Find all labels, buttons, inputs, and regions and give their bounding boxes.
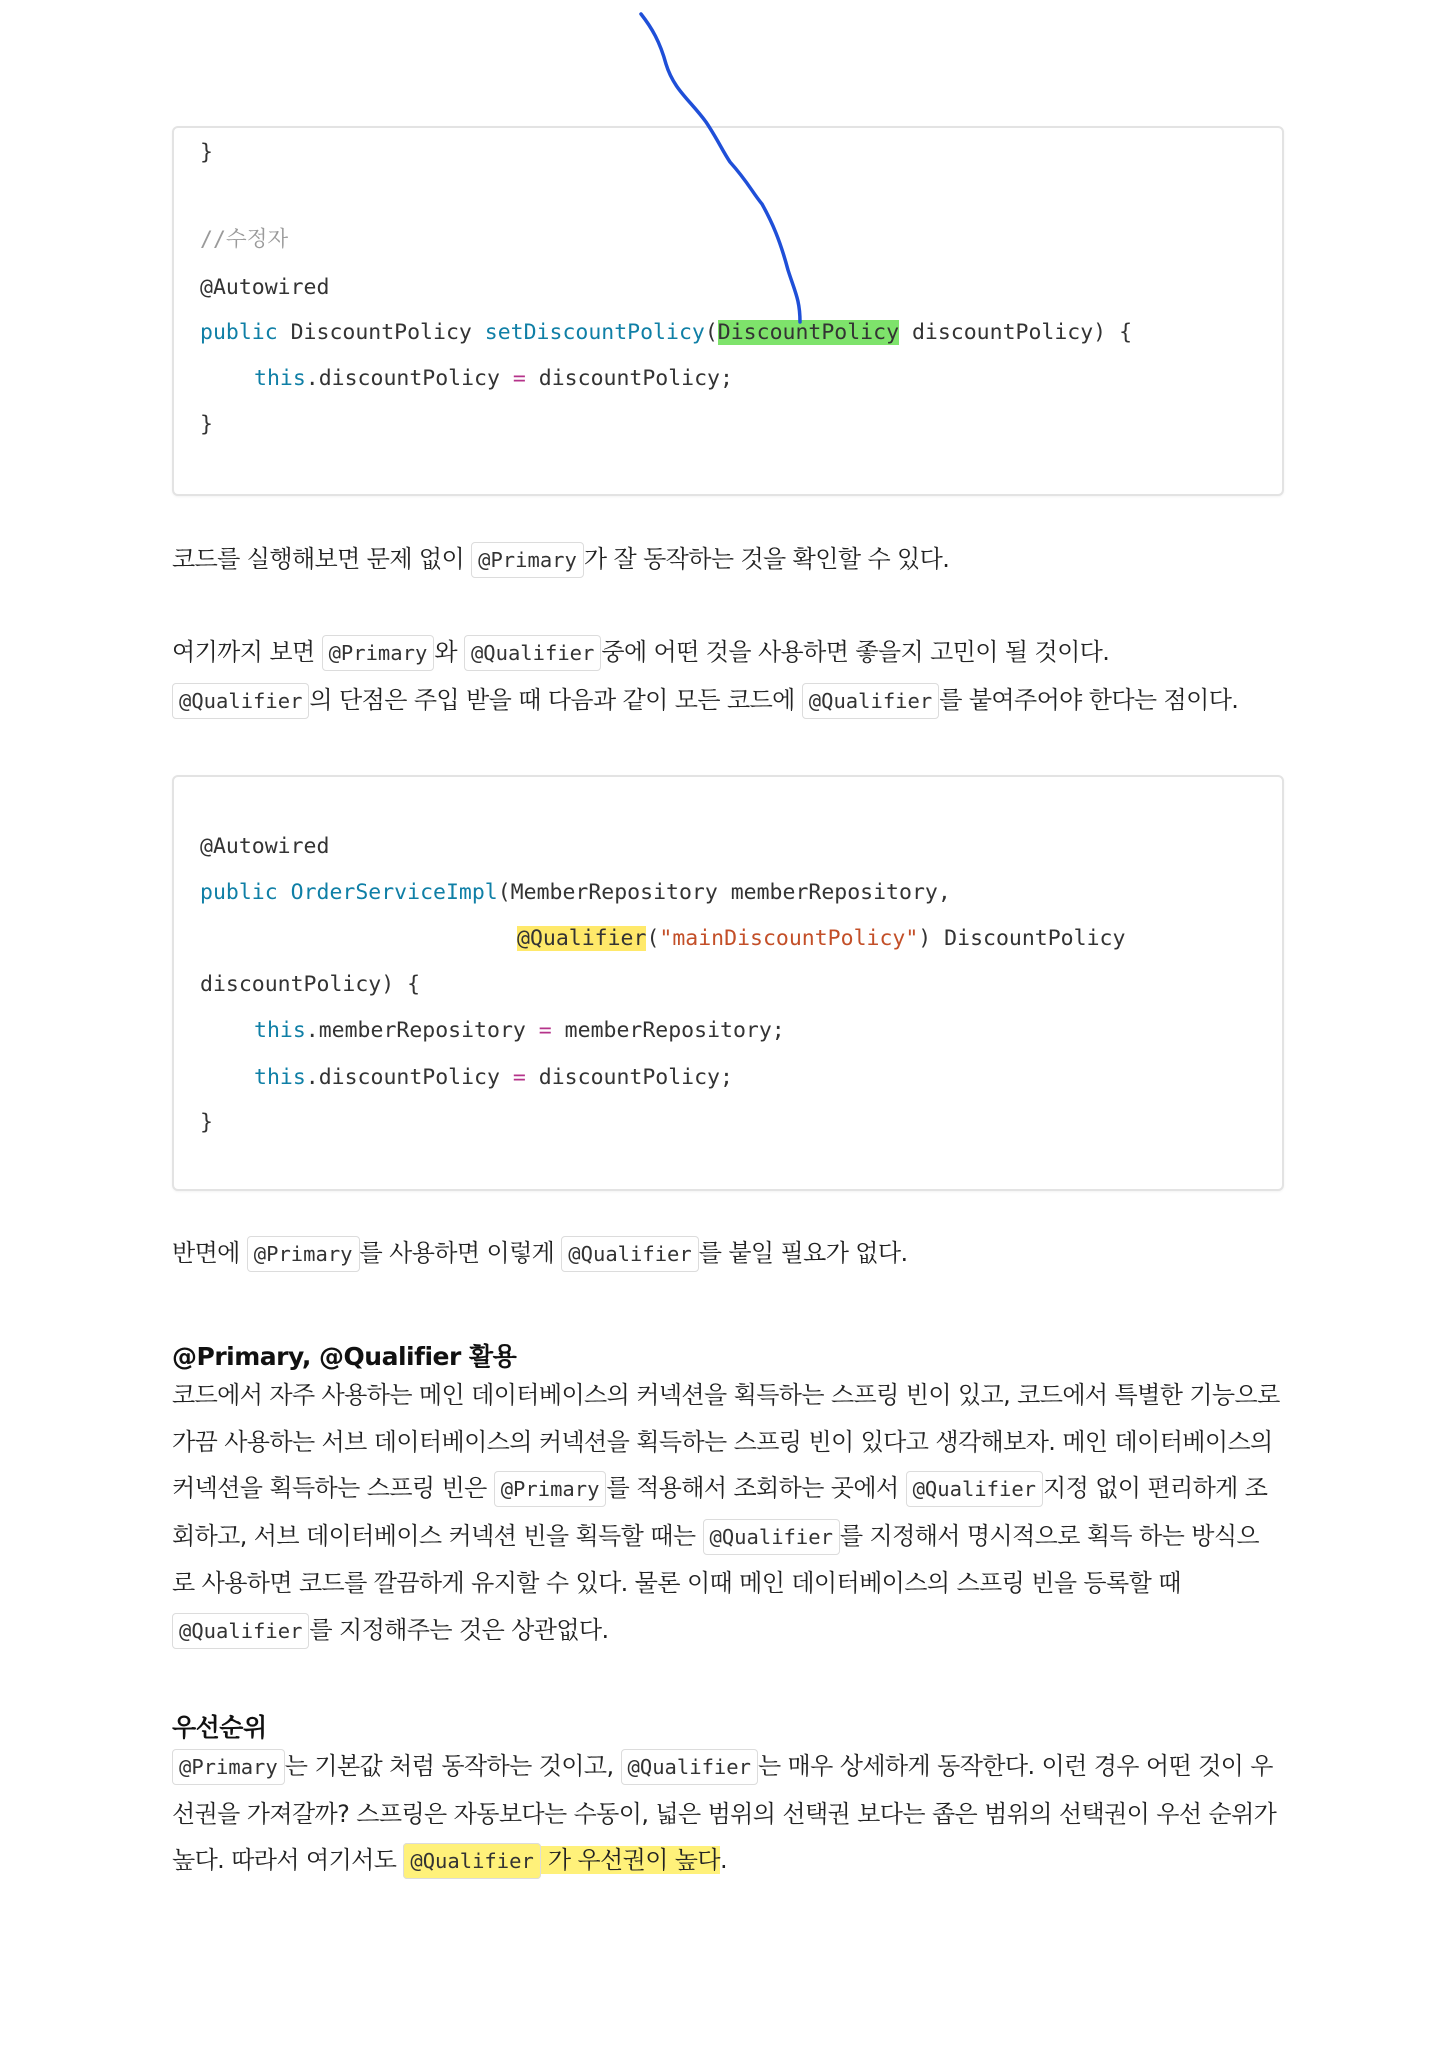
- code-keyword: public: [200, 320, 278, 345]
- code-line: [200, 364, 733, 394]
- code-line: [200, 1016, 785, 1046]
- code-keyword: this: [254, 366, 306, 391]
- inline-code: @Primary: [471, 542, 584, 578]
- code-line: [200, 1063, 733, 1093]
- paragraph: [172, 1230, 1280, 1278]
- code-line: }: [200, 1110, 213, 1135]
- inline-code: @Qualifier: [703, 1519, 840, 1555]
- text: 를 사용하면 이렇게: [359, 1239, 562, 1267]
- code-operator: =: [512, 366, 526, 391]
- code-text: DiscountPolicy: [277, 320, 485, 345]
- code-keyword: this: [254, 1018, 306, 1043]
- paragraph: [172, 536, 1280, 584]
- code-text: discountPolicy) {: [899, 320, 1133, 345]
- code-line: }: [200, 140, 213, 165]
- highlighted-qualifier-annotation: @Qualifier: [517, 926, 647, 951]
- code-text: discountPolicy;: [525, 1065, 733, 1090]
- code-text: ) DiscountPolicy: [918, 926, 1126, 951]
- highlighted-param-type: DiscountPolicy: [717, 320, 900, 345]
- code-line: [200, 318, 1132, 348]
- code-text: memberRepository;: [551, 1018, 785, 1043]
- code-annotation: @Autowired: [200, 275, 330, 300]
- text: 는 매우 상세하게 동작한다. 이런 경우 어떤 것이 우선권을 가져갈까? 스프링은 자동보다는 수동이, 넓은 범위의 선택권 보다는 좁은 범위의 선택권이 우선 순위가 높다. 따라서 여기서도: [172, 1752, 1277, 1874]
- paragraph: [172, 629, 1280, 724]
- text: 반면에: [172, 1239, 247, 1267]
- code-block-setter: [172, 126, 1284, 496]
- code-operator: =: [538, 1018, 552, 1043]
- text: 를 지정해주는 것은 상관없다.: [309, 1615, 609, 1644]
- inline-code: @Qualifier: [561, 1236, 698, 1272]
- code-constructor-name: OrderServiceImpl: [290, 880, 498, 905]
- code-line: [200, 924, 1125, 954]
- text: 가 잘 동작하는 것을 확인할 수 있다.: [583, 545, 950, 573]
- inline-code: @Qualifier: [906, 1471, 1043, 1507]
- text: 의 단점은 주입 받을 때 다음과 같이 모든 코드에: [309, 685, 802, 714]
- text: 와: [434, 638, 464, 666]
- text: 를 지정해서 명시적으로 획득 하는 방식으로 사용하면 코드를 깔끔하게 유지할 수 있다. 물론 이때 메인 데이터베이스의 스프링 빈을 등록할 때: [172, 1521, 1259, 1597]
- inline-code: @Qualifier: [172, 1613, 309, 1649]
- inline-code: @Qualifier: [621, 1749, 758, 1785]
- text: 코드를 실행해보면 문제 없이: [172, 545, 472, 573]
- inline-code: @Qualifier: [172, 683, 309, 719]
- text: 가 우선권이 높다: [540, 1846, 720, 1874]
- section-heading: @Primary, @Qualifier 활용: [172, 1342, 517, 1371]
- code-text: discountPolicy;: [525, 366, 733, 391]
- code-operator: =: [512, 1065, 526, 1090]
- paragraph: [172, 1743, 1280, 1885]
- inline-code: @Primary: [494, 1471, 607, 1507]
- code-line: [200, 878, 951, 908]
- code-text: .discountPolicy: [305, 1065, 513, 1090]
- code-method-name: setDiscountPolicy: [484, 320, 705, 345]
- highlighted-conclusion: [403, 1846, 720, 1874]
- text: .: [719, 1846, 728, 1874]
- code-annotation: @Autowired: [200, 834, 330, 859]
- code-line: discountPolicy) {: [200, 972, 421, 997]
- inline-code: @Primary: [247, 1236, 360, 1272]
- inline-code: @Qualifier: [464, 635, 601, 671]
- inline-code: @Qualifier: [802, 683, 939, 719]
- code-keyword: public: [200, 880, 278, 905]
- text: 지정 없이 편리하게 조회하고, 서브 데이터베이스 커넥션 빈을 획득할 때는: [172, 1474, 1268, 1550]
- text: 여기까지 보면: [172, 638, 322, 666]
- text: 를 붙여주어야 한다는 점이다.: [939, 685, 1239, 714]
- inline-code: @Primary: [322, 635, 435, 671]
- text: 중에 어떤 것을 사용하면 좋을지 고민이 될 것이다.: [601, 638, 1110, 666]
- paragraph: [172, 1372, 1280, 1654]
- code-block-constructor: [172, 775, 1284, 1191]
- code-keyword: this: [254, 1065, 306, 1090]
- text: 를 적용해서 조회하는 곳에서: [606, 1474, 906, 1502]
- code-string: "mainDiscountPolicy": [659, 926, 919, 951]
- text: 코드에서 자주 사용하는 메인 데이터베이스의 커넥션을 획득하는 스프링 빈이 있고, 코드에서 특별한 기능으로 가끔 사용하는 서브 데이터베이스의 커넥션을 획득하는 스프링 빈이 있다고 생각해보자. 메인 데이터베이스의 커넥션을 획득하는 스프링 빈은: [172, 1381, 1280, 1502]
- code-text: .discountPolicy: [305, 366, 513, 391]
- inline-code: @Qualifier: [403, 1843, 540, 1879]
- inline-code: @Primary: [172, 1749, 285, 1785]
- text: 를 붙일 필요가 없다.: [698, 1239, 908, 1267]
- section-heading: 우선순위: [172, 1713, 267, 1742]
- code-text: (MemberRepository memberRepository,: [497, 880, 951, 905]
- code-comment: //수정자: [200, 227, 289, 252]
- code-text: .memberRepository: [305, 1018, 539, 1043]
- code-line: }: [200, 412, 213, 437]
- code-text: (: [704, 320, 718, 345]
- code-text: (: [646, 926, 660, 951]
- text: 는 기본값 처럼 동작하는 것이고,: [284, 1752, 621, 1780]
